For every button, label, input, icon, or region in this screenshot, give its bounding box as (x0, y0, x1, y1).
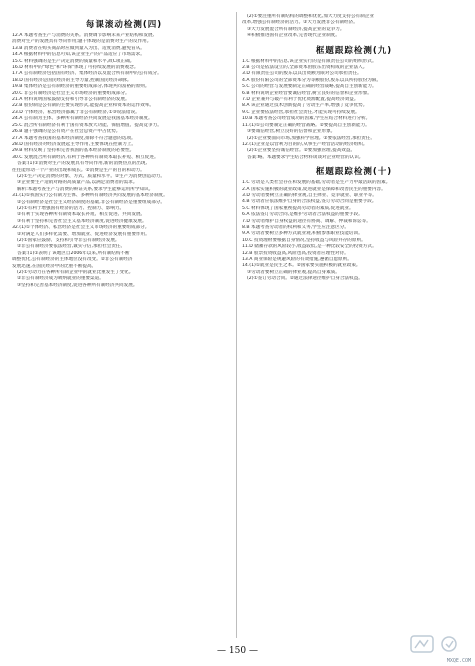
right-column-text-10 (242, 180, 466, 283)
text-line: ③大力发展混合所有制经济,提高企业的竞争力。 (247, 26, 345, 32)
text-line: 12.(1)企业是以营利为目的的,从事生产经营活动的经济组织。 (242, 141, 368, 147)
text-line: ③坚持和完善基本经济制度,促进各种所有制经济共同发展。 (17, 282, 138, 288)
text-line: 18.D 国有经济是国民经济的主导力量,控制国民经济命脉。 (12, 77, 132, 83)
text-line: (2)①有利于增强国有经济的活力、控制力、影响力。 (17, 205, 125, 211)
text-line: 6.A 依法签订劳动合同,是维护劳动者合法权益的重要手段。 (242, 212, 363, 218)
text-line: 32.(1)①个体经济、私营经济是社会主义市场经济的重要组成部分。 (12, 225, 150, 231)
text-line: 4.A 股份有限公司的全部资本分为等额股份,股东以其所持股份为限。 (242, 77, 382, 83)
text-line: 13.B 消费者在购买商品时应做到量入为出、适度消费,避免盲从。 (12, 45, 145, 51)
text-line: 改革,增强公有制经济的活力。②大力发展非公有制经济。 (242, 20, 358, 26)
left-column (12, 14, 236, 634)
page-number: — 150 — (217, 646, 258, 656)
text-line: 1.C 劳动是人类社会存在和发展的基础,劳动者是生产力中最活跃的因素。 (242, 180, 391, 186)
text-line: 9.A 劳动者要树立多种方式就业观,积极参加职业技能培训。 (242, 231, 363, 237)
text-line: 25.C 混合所有制经济有利于国有资本放大功能、保值增值、提高竞争力。 (12, 122, 162, 128)
text-line: 13.A 商业保险是规避风险的有效措施,遵循自愿原则。 (242, 257, 352, 262)
text-line: ③企业要生产适销对路的高质量产品,以满足消费者的需求。 (17, 180, 138, 186)
text-line: 15.C 材料强调的是生产决定消费的质量和水平,故C项正确。 (12, 58, 135, 64)
right-column-text-9 (242, 59, 466, 162)
text-line: 12.B 股票投资收益高,风险也高,投资者应理性对待。 (242, 250, 349, 256)
text-line: 23.D 个体经济、私营经济都属于非公有制经济,①③说法错误。 (12, 109, 140, 115)
text-line: 3.D 有限责任公司的股东以其出资额为限对公司承担责任。 (242, 71, 362, 77)
text-line: 答案:略。本题要求学生结合材料谈谈对企业经营的认识。 (247, 154, 364, 160)
text-line: 8.A 该企业通过技术创新提高了劳动生产率,增强了竞争优势。 (242, 103, 368, 109)
text-line: ③要诚信经营,树立良好的信誉和企业形象。 (247, 129, 336, 135)
text-line: 答案:(1)①表明了该地区自2006年以来,所有制结构不断 (17, 250, 130, 256)
text-line: 5.C 材料体现了国家重视提高劳动者的素质,促进就业。 (242, 205, 354, 211)
text-line: 5.C 公司的经营与发展要制定正确的经营战略,提高自主创新能力。 (242, 84, 377, 90)
section-title-tracking-check-10: 框题跟踪检测(十) (315, 167, 393, 178)
section-title-daily-check: 每课滚动检测(四) (85, 20, 163, 30)
text-line: 3.D 劳动者要树立正确的择业观,自主择业、竞争就业、职业平等。 (242, 192, 377, 198)
text-line: 消费对生产的发展具有导向作用;题干体现的是消费对生产的反作用。 (12, 39, 152, 45)
text-line: (2)①要注重所有制结构的调整和优化,加大力度支持公有制企业 (247, 14, 374, 19)
text-line: 26.B 题干强调的是公有资产在社会总资产中占优势。 (12, 129, 121, 135)
text-line: (2)①企业要坚持诚信经营。②要加强管理,提高效益。 (247, 148, 356, 154)
text-line: 4.B 劳动者应依法维护自身的合法权益,签订劳动合同是重要手段。 (242, 199, 377, 205)
text-line: 29.B 材料反映了坚持和完善我国的基本经济制度的必要性。 (12, 148, 135, 154)
text-line: 14.A 根据材料中的信息可知,该企业生产的产品适应了市场需求。 (12, 52, 145, 58)
text-line: 10.B 本题考查公司经营成功的因素,学生应结合材料进行分析。 (242, 116, 371, 122)
text-line: (2)①生产决定消费的对象、方式、质量和水平。②生产为消费创造动力。 (17, 173, 165, 179)
text-line: ②非公有制经济成为吸纳就业的重要渠道。 (17, 276, 104, 282)
text-line: 16.D 材料中的"绿色"和"环保"体现了可持续发展的消费观念。 (12, 65, 139, 71)
text-line: 7.D 企业兼并与破产有利于优化资源配置,提高经济效益。 (242, 97, 359, 103)
text-line: (2)①企业要面向市场,加强科学管理。②要依法经营,承担责任。 (247, 135, 375, 141)
text-line: 8.B 本题考查劳动者的权利和义务,学生应注意区分。 (242, 224, 349, 230)
text-line: 11.D 储蓄存款的风险较小,收益较低,是一种比较安全的投资方式。 (242, 244, 377, 250)
text-line: 调整优化,公有制经济的主体地位没有改变。②非公有制经济 (12, 257, 133, 263)
text-line: ②对满足人们多样化需要、增加就业、促进经济发展有重要作用。 (17, 231, 150, 237)
text-line: 2.A 国家实施积极的就业政策,促进就业是保障和改善民生的重要内容。 (242, 186, 386, 192)
text-line: ②公有制经济是社会主义经济制度的基础,非公有制经济是重要组成部分。 (17, 199, 165, 205)
text-line: 9.C 企业要依法经营,承担社会责任,才能实现可持续发展。 (242, 109, 360, 115)
text-line: 答案:(1)①消费对生产的发展具有导向作用,新的消费热点的出现, (17, 161, 147, 167)
text-line: 发展迅速,在国民经济中的比重不断提高。 (12, 263, 97, 269)
text-line: 27.A 本题考查我国的基本经济制度,排除不符合题意的选项。 (12, 135, 136, 141)
text-line: 28.D 国有经济对经济发展起主导作用,主要体现在控制力上。 (12, 141, 137, 147)
left-column-text (12, 33, 236, 289)
text-line: ④积极推进国有企业改革,完善现代企业制度。 (247, 33, 340, 39)
column-divider (236, 12, 237, 638)
text-line: ②非公有制经济要依法经营,诚实守信,承担社会责任。 (17, 244, 126, 250)
text-line: (2)①劳动力在各种所有制企业中的就业比重发生了变化。 (17, 270, 134, 276)
text-line: 2.B 公司是依法设立的,全部资本由股东出资构成的企业法人。 (242, 65, 368, 71)
text-line: 24.A 公有制为主体、多种所有制经济共同发展是我国基本经济制度。 (12, 116, 153, 122)
text-line: 22.B 股份制是公有制的主要实现形式,能提高企业和资本的运作效率。 (12, 103, 155, 109)
text-line: ③劳动者要树立正确的择业观,提高自身素质。 (247, 269, 340, 275)
text-line: 17.A 公有制经济包括国有经济、集体经济以及混合所有制中的公有成分。 (12, 71, 162, 77)
text-line: 往往能带动一个产业的出现和成长。②消费是生产的目的和动力。 (12, 167, 145, 173)
right-column (242, 14, 466, 634)
text-line: ②有利于实现各种所有制资本取长补短、相互促进、共同发展。 (17, 212, 146, 218)
text-line: 解析:本题考查生产与消费的辩证关系,要求学生能够运用所学知识。 (17, 186, 154, 192)
text-line: (2)①签订劳动合同。②通过法律途径维护自身合法权益。 (247, 276, 363, 282)
text-line: 12.A 本题考查生产与消费的关系。消费调节影响未来产业结构和发展, (12, 33, 154, 38)
text-line: 30.C 发展混合所有制经济,有利于各种所有制资本取长补短、相互促进。 (12, 154, 159, 160)
text-line: 14.(1)①就业是民生之本。②国家要实施积极的就业政策。 (242, 263, 361, 269)
right-column-top-text (242, 14, 466, 40)
text-line: 19.B 集体经济是公有制经济的重要组成部分,体现共同富裕的原则。 (12, 84, 150, 90)
text-line: 1.C 根据材料中的信息,该企业实行的是有限责任公司的组织形式。 (242, 58, 377, 64)
text-line: 11.(1)①公司要制定正确的经营战略。②要提高自主创新能力。 (242, 122, 370, 128)
text-line: 6.B 材料说明企业经营要诚信经营,树立良好的信誉和企业形象。 (242, 90, 372, 96)
section-title-tracking-check-9: 框题跟踪检测(九) (315, 45, 393, 56)
text-line: 10.C 投资理财要根据自身情况,坚持收益与风险并存的原则。 (242, 237, 366, 243)
watermark-text: MXQE.COM (446, 658, 471, 664)
text-line: 7.D 劳动者维护自身权益的途径有协商、调解、仲裁和诉讼等。 (242, 218, 371, 224)
text-line: (2)①国家应鼓励、支持和引导非公有制经济发展。 (17, 238, 120, 243)
text-line: ③有利于坚持和完善社会主义基本经济制度,促进经济健康发展。 (17, 218, 147, 224)
text-line: 20.C 非公有制经济是社会主义市场经济的重要组成部分。 (12, 90, 130, 96)
text-line: 31.(1)①我国实行公有制为主体、多种所有制经济共同发展的基本经济制度。 (12, 193, 168, 199)
text-line: 21.A 材料说明国家鼓励支持和引导非公有制经济的发展。 (12, 97, 130, 103)
